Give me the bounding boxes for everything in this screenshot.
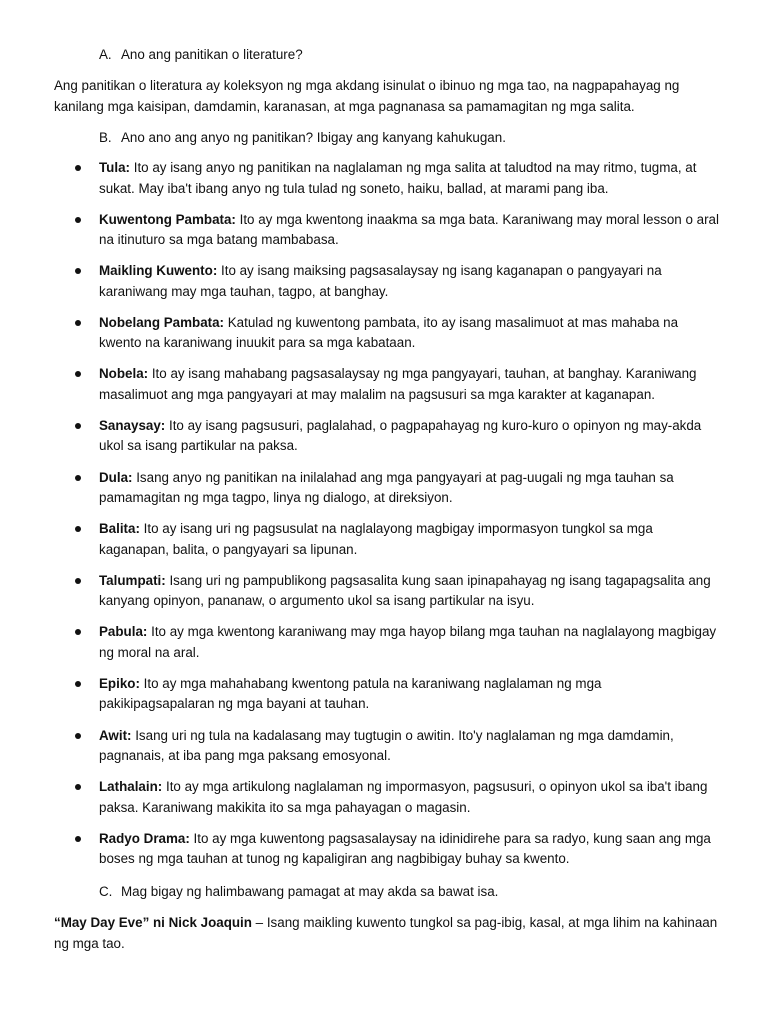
list-item-radyo-drama — [0, 829, 719, 870]
list-item-nobela — [0, 364, 719, 405]
item-text: Ito ay isang mahabang pagsasalaysay ng mga pangyayari, tauhan, at banghay. Karaniwang masalimuot ang mga pangyayari at may malalim na pagsusuri sa mga karakter at kaganapan. — [99, 366, 697, 402]
bullet-dot-icon — [75, 217, 81, 223]
heading-a-letter: A. — [99, 47, 112, 62]
item-text: Ito ay isang maiksing pagsasalaysay ng isang kaganapan o pangyayari na karaniwang may mga tauhan, tagpo, at banghay. — [99, 263, 662, 299]
item-text: Isang uri ng tula na kadalasang may tugtugin o awitin. Ito'y naglalaman ng mga damdamin, pagnanais, at iba pang mga paksang emosyonal. — [99, 727, 674, 764]
item-term: Maikling Kuwento: — [99, 263, 218, 279]
bullet-dot-icon — [75, 578, 81, 584]
item-text: Ito ay mga mahahabang kwentong patula na karaniwang naglalaman ng mga pakikipagsapalaran ng mga bayani at tauhan. — [99, 675, 602, 712]
item-text: Ito ay mga artikulong naglalaman ng impormasyon, pagsusuri, o opinyon ukol sa iba't ibang paksa. Karaniwang makikita ito sa mga pahayagan o magasin. — [99, 779, 708, 815]
bullet-dot-icon — [75, 526, 81, 532]
item-term: Talumpati: — [99, 572, 166, 588]
item-term: Dula: — [99, 469, 133, 485]
list-item-lathalain — [0, 777, 719, 818]
item-text: Ito ay isang pagsusuri, paglalahad, o pagpapahayag ng kuro-kuro o opinyon ng may-akda ukol sa isang partikular na paksa. — [99, 417, 702, 454]
heading-a — [99, 45, 739, 66]
bullet-dot-icon — [75, 371, 81, 377]
bullet-dot-icon — [75, 733, 81, 739]
heading-b — [99, 128, 739, 149]
item-text: Isang anyo ng panitikan na inilalahad ang mga pangyayari at pag-uugali ng mga tauhan sa pamamagitan ng mga tagpo, linya ng dialogo, at direksiyon. — [99, 469, 674, 506]
list-item-balita — [0, 519, 719, 560]
item-term: Pabula: — [99, 624, 148, 640]
heading-b-text: Ano ano ang anyo ng panitikan? Ibigay ang kanyang kahukugan. — [121, 130, 506, 145]
item-term: Nobelang Pambata: — [99, 314, 225, 330]
bullet-dot-icon — [75, 320, 81, 326]
bullet-dot-icon — [75, 475, 81, 481]
example-text: – Isang maikling kuwento tungkol sa pag-ibig, kasal, at mga lihim na kahinaan ng mga tao. — [54, 915, 718, 951]
heading-c — [99, 882, 739, 903]
heading-b-letter: B. — [99, 130, 112, 145]
anyo-list — [0, 158, 768, 880]
item-term: Sanaysay: — [99, 417, 166, 433]
bullet-dot-icon — [75, 165, 81, 171]
item-term: Kuwentong Pambata: — [99, 211, 236, 227]
item-text: Ito ay isang uri ng pagsusulat na naglalayong magbigay impormasyon tungkol sa mga kaganapan, balita, o pangyayari sa lipunan. — [99, 521, 653, 557]
list-item-nobelang-pambata — [0, 313, 719, 354]
list-item-tula — [0, 158, 719, 199]
bullet-dot-icon — [75, 784, 81, 790]
item-text: Isang uri ng pampublikong pagsasalita kung saan ipinapahayag ng isang tagapagsalita ang kanyang opinyon, pananaw, o argumento ukol sa isang partikular na isyu. — [99, 572, 711, 609]
item-term: Awit: — [99, 727, 132, 743]
heading-c-text: Mag bigay ng halimbawang pamagat at may akda sa bawat isa. — [121, 884, 499, 899]
intro-paragraph: Ang panitikan o literatura ay koleksyon ng mga akdang isinulat o ibinuo ng mga tao, na nagpapahayag ng kanilang mga kaisipan, damdamin, karanasan, at mga pagnanasa sa pamamagitan ng mga salita. — [54, 78, 680, 114]
item-term: Balita: — [99, 521, 140, 537]
item-term: Radyo Drama: — [99, 830, 190, 846]
list-item-awit — [0, 726, 719, 767]
item-term: Lathalain: — [99, 779, 163, 795]
list-item-epiko — [0, 674, 719, 715]
heading-c-letter: C. — [99, 884, 113, 899]
item-text: Ito ay isang anyo ng panitikan na naglalaman ng mga salita at taludtod na may ritmo, tugma, at sukat. May iba't ibang anyo ng tula tulad ng soneto, haiku, ballad, at marami pang iba. — [99, 160, 697, 196]
list-item-talumpati — [0, 571, 719, 612]
list-item-dula — [0, 468, 719, 509]
list-item-kuwentong-pambata — [0, 210, 719, 251]
item-term: Tula: — [99, 160, 130, 175]
bullet-dot-icon — [75, 681, 81, 687]
item-term: Epiko: — [99, 675, 140, 691]
list-item-pabula — [0, 622, 719, 663]
bullet-dot-icon — [75, 629, 81, 635]
item-text: Ito ay mga kwentong karaniwang may mga hayop bilang mga tauhan na naglalayong magbigay ng moral na aral. — [99, 624, 717, 660]
item-text: Ito ay mga kuwentong pagsasalaysay na idinidirehe para sa radyo, kung saan ang mga boses ng mga tauhan at tunog ng kapaligiran ang nagbibigay buhay sa kwento. — [99, 830, 711, 867]
bullet-dot-icon — [75, 423, 81, 429]
list-item-maikling-kuwento — [0, 261, 719, 302]
item-text: Katulad ng kuwentong pambata, ito ay isang masalimuot at mas mahaba na kwento na karaniwang inuukit para sa mga kabataan. — [99, 314, 679, 351]
example-title: “May Day Eve” ni Nick Joaquin — [54, 915, 252, 930]
list-item-sanaysay — [0, 416, 719, 457]
bullet-dot-icon — [75, 836, 81, 842]
item-text: Ito ay mga kwentong inaakma sa mga bata. Karaniwang may moral lesson o aral na itinuturo sa mga batang mambabasa. — [99, 211, 719, 248]
heading-a-text: Ano ang panitikan o literature? — [121, 47, 303, 62]
example-paragraph — [54, 913, 726, 954]
bullet-dot-icon — [75, 268, 81, 274]
item-term: Nobela: — [99, 366, 149, 382]
